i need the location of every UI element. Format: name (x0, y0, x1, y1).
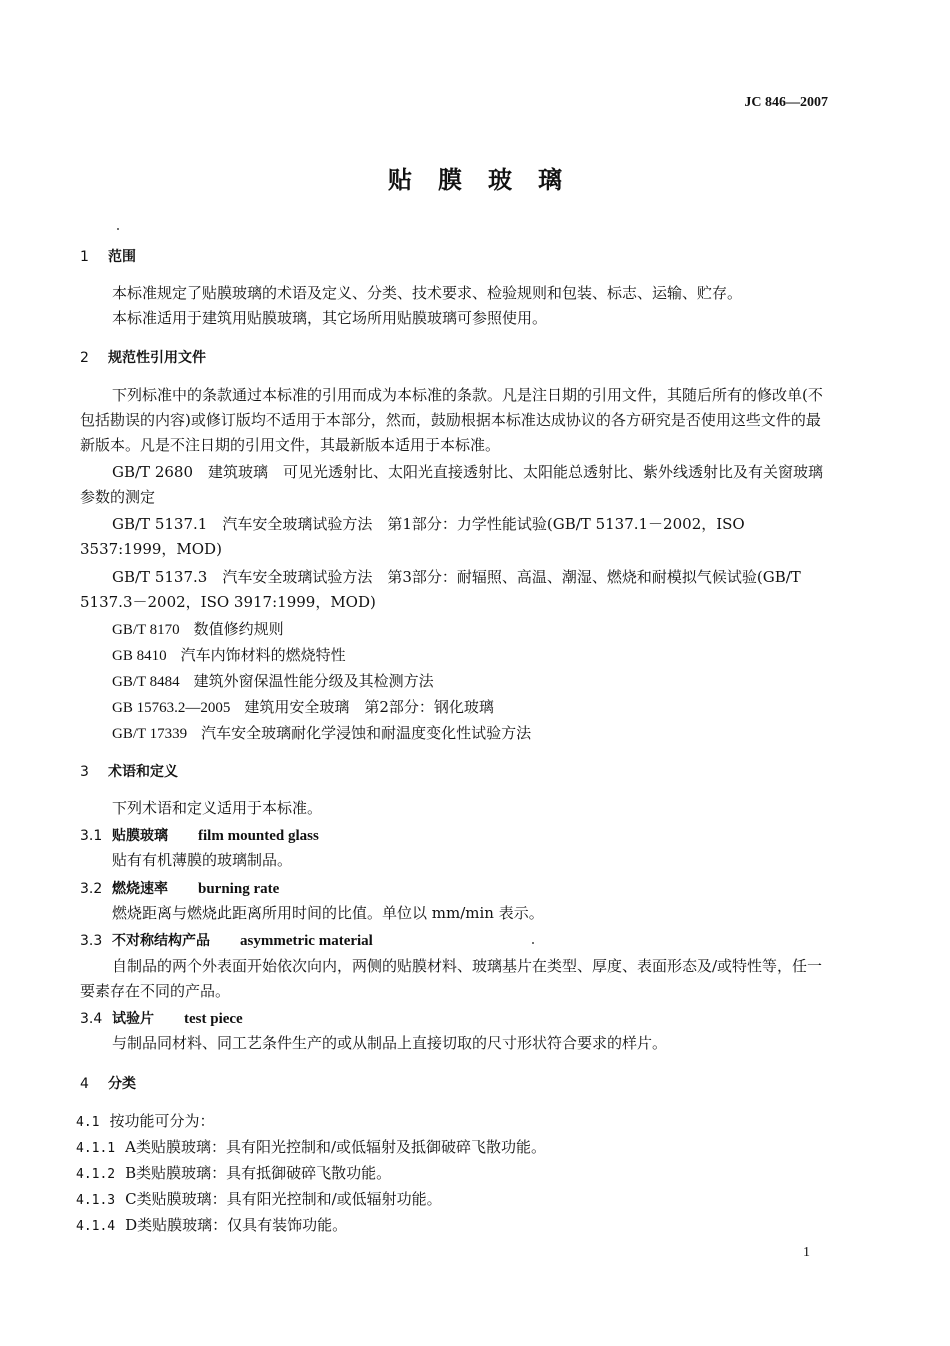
term-english: film mounted glass (198, 828, 319, 844)
reference-code: GB/T 8170 (112, 622, 180, 638)
reference-title: 汽车安全玻璃耐化学浸蚀和耐温度变化性试验方法 (201, 724, 532, 742)
clause-text: B类贴膜玻璃：具有抵御破碎飞散功能。 (125, 1164, 392, 1182)
reference-title: 建筑玻璃 可见光透射比、太阳光直接透射比、太阳能总透射比、紫外线透射比及有关窗玻璃参数的测定 (80, 463, 824, 506)
term-number: 3.1 (80, 828, 103, 844)
section-title: 规范性引用文件 (108, 350, 206, 366)
term-number: 3.3 (80, 933, 103, 949)
section-title: 术语和定义 (108, 764, 178, 780)
paragraph: 本标准规定了贴膜玻璃的术语及定义、分类、技术要求、检验规则和包装、标志、运输、贮存。 (112, 284, 743, 302)
page-number: 1 (803, 1245, 810, 1260)
clause-text: D类贴膜玻璃：仅具有装饰功能。 (125, 1216, 348, 1234)
term-number: 3.2 (80, 881, 103, 897)
term-definition: 燃烧距离与燃烧此距离所用时间的比值。单位以 mm/min 表示。 (112, 904, 544, 922)
clause-number: 4.1 (76, 1115, 100, 1130)
clause-item (76, 1214, 347, 1235)
reference-code: GB/T 5137.1 (112, 515, 208, 533)
reference-code: GB 15763.2—2005 (112, 700, 231, 716)
term-number: 3.4 (80, 1011, 103, 1027)
section-1-heading (80, 246, 136, 266)
clause-text: A类贴膜玻璃：具有阳光控制和/或低辐射及抵御破碎飞散功能。 (125, 1138, 547, 1156)
reference-item (112, 670, 434, 691)
term-english: test piece (184, 1011, 243, 1027)
reference-item (80, 565, 828, 615)
reference-item (112, 644, 346, 665)
reference-title: 汽车安全玻璃试验方法 第3部分：耐辐照、高温、潮湿、燃烧和耐模拟气候试验(GB/T 5137.3－2002，ISO 3917:1999，MOD) (80, 568, 801, 611)
term-english: burning rate (198, 881, 280, 897)
reference-code: GB/T 2680 (112, 463, 194, 481)
clause-item (76, 1110, 215, 1131)
clause-number: 4.1.3 (76, 1193, 116, 1208)
clause-number: 4.1.1 (76, 1141, 116, 1156)
reference-item (112, 618, 284, 639)
term-heading (80, 1008, 243, 1028)
paragraph: 下列术语和定义适用于本标准。 (112, 799, 323, 817)
section-number: 4 (80, 1076, 89, 1092)
term-definition: 与制品同材料、同工艺条件生产的或从制品上直接切取的尺寸形状符合要求的样片。 (112, 1034, 668, 1052)
section-number: 2 (80, 350, 89, 366)
reference-title: 汽车安全玻璃试验方法 第1部分：力学性能试验(GB/T 5137.1－2002，ISO 3537:1999，MOD) (80, 515, 745, 558)
term-chinese: 贴膜玻璃 (112, 828, 168, 844)
term-heading (80, 825, 319, 845)
term-heading (80, 930, 373, 950)
reference-item (80, 460, 828, 510)
reference-item (112, 696, 494, 717)
clause-text: 按功能可分为： (109, 1112, 215, 1130)
term-definition: 自制品的两个外表面开始依次向内，两侧的贴膜材料、玻璃基片在类型、厚度、表面形态及/或特性等，任一要素存在不同的产品。 (80, 957, 823, 1000)
paragraph: 下列标准中的条款通过本标准的引用而成为本标准的条款。凡是注日期的引用文件，其随后所有的修改单(不包括勘误的内容)或修订版均不适用于本部分，然而，鼓励根据本标准达成协议的各方研究是否使用这些文件的最新版本。凡是不注日期的引用文件，其最新版本适用于本标准。 (80, 386, 823, 454)
term-chinese: 试验片 (112, 1011, 154, 1027)
standard-code: JC 846—2007 (744, 95, 828, 110)
section-number: 3 (80, 764, 89, 780)
clause-item (76, 1136, 546, 1157)
scan-speck (117, 228, 119, 230)
reference-title: 数值修约规则 (193, 620, 284, 638)
clause-number: 4.1.2 (76, 1167, 116, 1182)
term-chinese: 燃烧速率 (112, 881, 168, 897)
clause-item (76, 1188, 442, 1209)
reference-code: GB 8410 (112, 648, 167, 664)
section-2-heading (80, 347, 206, 367)
reference-title: 建筑用安全玻璃 第2部分：钢化玻璃 (244, 698, 494, 716)
reference-code: GB/T 5137.3 (112, 568, 208, 586)
term-chinese: 不对称结构产品 (112, 933, 210, 949)
paragraph: 本标准适用于建筑用贴膜玻璃，其它场所用贴膜玻璃可参照使用。 (112, 309, 548, 327)
reference-title: 建筑外窗保温性能分级及其检测方法 (193, 672, 434, 690)
section-3-heading (80, 761, 178, 781)
section-title: 范围 (108, 249, 136, 265)
reference-code: GB/T 17339 (112, 726, 188, 742)
term-definition: 贴有有机薄膜的玻璃制品。 (112, 851, 293, 869)
section-number: 1 (80, 249, 89, 265)
reference-item (80, 512, 828, 562)
scan-speck (532, 942, 534, 944)
section-4-heading (80, 1073, 136, 1093)
term-heading (80, 878, 279, 898)
reference-code: GB/T 8484 (112, 674, 180, 690)
reference-title: 汽车内饰材料的燃烧特性 (180, 646, 346, 664)
clause-text: C类贴膜玻璃：具有阳光控制和/或低辐射功能。 (125, 1190, 442, 1208)
clause-item (76, 1162, 391, 1183)
term-english: asymmetric material (240, 933, 373, 949)
page-title: 贴膜玻璃 (388, 166, 588, 194)
reference-item (112, 722, 531, 743)
clause-number: 4.1.4 (76, 1219, 116, 1234)
section-title: 分类 (108, 1076, 136, 1092)
